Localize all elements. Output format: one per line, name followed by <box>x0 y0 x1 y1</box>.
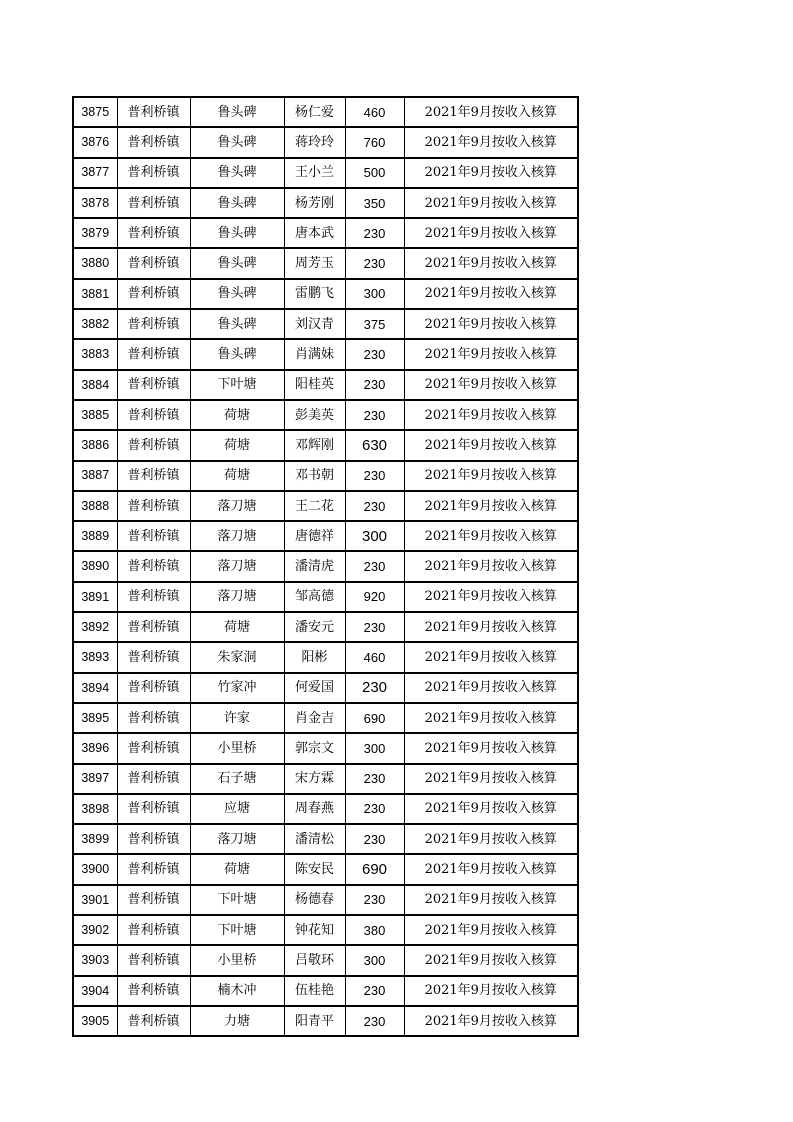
cell-amount: 690 <box>345 703 404 733</box>
cell-amount: 230 <box>345 612 404 642</box>
cell-amount: 230 <box>345 1006 404 1036</box>
cell-village: 鲁头碑 <box>190 127 284 157</box>
cell-serial-number: 3903 <box>73 945 117 975</box>
cell-note: 2021年9月按收入核算 <box>404 976 578 1006</box>
table-row <box>73 854 578 884</box>
table-row <box>73 309 578 339</box>
cell-serial-number: 3889 <box>73 521 117 551</box>
cell-village: 落刀塘 <box>190 551 284 581</box>
cell-note: 2021年9月按收入核算 <box>404 673 578 703</box>
cell-amount: 230 <box>345 551 404 581</box>
cell-village: 荷塘 <box>190 612 284 642</box>
cell-person-name: 肖满妹 <box>284 339 345 369</box>
cell-village: 石子塘 <box>190 764 284 794</box>
table-row <box>73 976 578 1006</box>
cell-town: 普利桥镇 <box>117 430 190 460</box>
cell-village: 小里桥 <box>190 733 284 763</box>
cell-village: 鲁头碑 <box>190 279 284 309</box>
cell-town: 普利桥镇 <box>117 339 190 369</box>
cell-person-name: 彭美英 <box>284 400 345 430</box>
cell-person-name: 雷鹏飞 <box>284 279 345 309</box>
cell-town: 普利桥镇 <box>117 97 190 127</box>
cell-town: 普利桥镇 <box>117 794 190 824</box>
cell-note: 2021年9月按收入核算 <box>404 97 578 127</box>
table-row <box>73 279 578 309</box>
cell-person-name: 邓辉刚 <box>284 430 345 460</box>
cell-person-name: 潘清虎 <box>284 551 345 581</box>
cell-person-name: 吕敬环 <box>284 945 345 975</box>
table-row <box>73 794 578 824</box>
cell-serial-number: 3877 <box>73 158 117 188</box>
cell-person-name: 陈安民 <box>284 854 345 884</box>
table-row <box>73 339 578 369</box>
cell-amount: 460 <box>345 642 404 672</box>
cell-note: 2021年9月按收入核算 <box>404 127 578 157</box>
cell-serial-number: 3882 <box>73 309 117 339</box>
table-row <box>73 1006 578 1036</box>
cell-serial-number: 3888 <box>73 491 117 521</box>
table-row <box>73 521 578 551</box>
cell-person-name: 杨仁爱 <box>284 97 345 127</box>
table-row <box>73 370 578 400</box>
cell-village: 落刀塘 <box>190 521 284 551</box>
cell-village: 小里桥 <box>190 945 284 975</box>
cell-town: 普利桥镇 <box>117 582 190 612</box>
cell-note: 2021年9月按收入核算 <box>404 945 578 975</box>
table-row <box>73 248 578 278</box>
cell-serial-number: 3894 <box>73 673 117 703</box>
cell-serial-number: 3884 <box>73 370 117 400</box>
cell-serial-number: 3898 <box>73 794 117 824</box>
cell-village: 应塘 <box>190 794 284 824</box>
cell-person-name: 钟花知 <box>284 915 345 945</box>
cell-village: 下叶塘 <box>190 885 284 915</box>
cell-town: 普利桥镇 <box>117 400 190 430</box>
cell-serial-number: 3891 <box>73 582 117 612</box>
cell-town: 普利桥镇 <box>117 885 190 915</box>
cell-note: 2021年9月按收入核算 <box>404 461 578 491</box>
cell-note: 2021年9月按收入核算 <box>404 612 578 642</box>
cell-serial-number: 3899 <box>73 824 117 854</box>
cell-serial-number: 3893 <box>73 642 117 672</box>
cell-person-name: 周芳玉 <box>284 248 345 278</box>
cell-town: 普利桥镇 <box>117 854 190 884</box>
cell-person-name: 唐德祥 <box>284 521 345 551</box>
cell-town: 普利桥镇 <box>117 158 190 188</box>
cell-note: 2021年9月按收入核算 <box>404 248 578 278</box>
cell-person-name: 阳青平 <box>284 1006 345 1036</box>
cell-amount: 300 <box>345 733 404 763</box>
cell-person-name: 潘安元 <box>284 612 345 642</box>
cell-village: 力塘 <box>190 1006 284 1036</box>
cell-village: 荷塘 <box>190 854 284 884</box>
cell-village: 荷塘 <box>190 430 284 460</box>
cell-note: 2021年9月按收入核算 <box>404 915 578 945</box>
table-row <box>73 915 578 945</box>
table-row <box>73 824 578 854</box>
cell-note: 2021年9月按收入核算 <box>404 339 578 369</box>
cell-person-name: 杨芳刚 <box>284 188 345 218</box>
cell-amount: 230 <box>345 400 404 430</box>
cell-town: 普利桥镇 <box>117 673 190 703</box>
cell-serial-number: 3896 <box>73 733 117 763</box>
cell-village: 落刀塘 <box>190 824 284 854</box>
cell-note: 2021年9月按收入核算 <box>404 491 578 521</box>
cell-serial-number: 3890 <box>73 551 117 581</box>
cell-serial-number: 3886 <box>73 430 117 460</box>
cell-village: 鲁头碑 <box>190 218 284 248</box>
cell-amount: 230 <box>345 794 404 824</box>
cell-amount: 500 <box>345 158 404 188</box>
cell-person-name: 潘清松 <box>284 824 345 854</box>
cell-town: 普利桥镇 <box>117 521 190 551</box>
cell-town: 普利桥镇 <box>117 915 190 945</box>
cell-note: 2021年9月按收入核算 <box>404 703 578 733</box>
cell-note: 2021年9月按收入核算 <box>404 309 578 339</box>
cell-town: 普利桥镇 <box>117 703 190 733</box>
cell-note: 2021年9月按收入核算 <box>404 279 578 309</box>
cell-serial-number: 3900 <box>73 854 117 884</box>
cell-village: 鲁头碑 <box>190 309 284 339</box>
cell-person-name: 王小兰 <box>284 158 345 188</box>
cell-amount: 230 <box>345 491 404 521</box>
cell-person-name: 邹高德 <box>284 582 345 612</box>
cell-town: 普利桥镇 <box>117 279 190 309</box>
cell-serial-number: 3892 <box>73 612 117 642</box>
cell-serial-number: 3878 <box>73 188 117 218</box>
cell-town: 普利桥镇 <box>117 309 190 339</box>
cell-note: 2021年9月按收入核算 <box>404 521 578 551</box>
table-row <box>73 733 578 763</box>
cell-serial-number: 3902 <box>73 915 117 945</box>
cell-village: 鲁头碑 <box>190 158 284 188</box>
cell-serial-number: 3887 <box>73 461 117 491</box>
cell-person-name: 周春燕 <box>284 794 345 824</box>
table-row <box>73 945 578 975</box>
cell-note: 2021年9月按收入核算 <box>404 733 578 763</box>
cell-village: 落刀塘 <box>190 582 284 612</box>
table-body <box>73 97 578 1036</box>
cell-person-name: 刘汉青 <box>284 309 345 339</box>
table-row <box>73 158 578 188</box>
cell-serial-number: 3879 <box>73 218 117 248</box>
cell-serial-number: 3895 <box>73 703 117 733</box>
cell-amount: 230 <box>345 673 404 703</box>
cell-town: 普利桥镇 <box>117 1006 190 1036</box>
cell-village: 鲁头碑 <box>190 248 284 278</box>
cell-village: 荷塘 <box>190 400 284 430</box>
cell-note: 2021年9月按收入核算 <box>404 794 578 824</box>
cell-village: 下叶塘 <box>190 370 284 400</box>
cell-note: 2021年9月按收入核算 <box>404 551 578 581</box>
cell-amount: 230 <box>345 370 404 400</box>
cell-note: 2021年9月按收入核算 <box>404 764 578 794</box>
cell-person-name: 阳桂英 <box>284 370 345 400</box>
cell-note: 2021年9月按收入核算 <box>404 854 578 884</box>
cell-village: 下叶塘 <box>190 915 284 945</box>
cell-town: 普利桥镇 <box>117 976 190 1006</box>
cell-person-name: 邓书朝 <box>284 461 345 491</box>
cell-amount: 300 <box>345 521 404 551</box>
cell-amount: 375 <box>345 309 404 339</box>
cell-note: 2021年9月按收入核算 <box>404 1006 578 1036</box>
table-row <box>73 764 578 794</box>
cell-note: 2021年9月按收入核算 <box>404 824 578 854</box>
cell-serial-number: 3883 <box>73 339 117 369</box>
cell-town: 普利桥镇 <box>117 733 190 763</box>
table-row <box>73 218 578 248</box>
cell-amount: 760 <box>345 127 404 157</box>
cell-note: 2021年9月按收入核算 <box>404 370 578 400</box>
table-row <box>73 673 578 703</box>
table-row <box>73 188 578 218</box>
cell-village: 楠木冲 <box>190 976 284 1006</box>
table-row <box>73 461 578 491</box>
table-row <box>73 400 578 430</box>
cell-town: 普利桥镇 <box>117 491 190 521</box>
cell-town: 普利桥镇 <box>117 551 190 581</box>
table-row <box>73 642 578 672</box>
cell-person-name: 蒋玲玲 <box>284 127 345 157</box>
cell-town: 普利桥镇 <box>117 127 190 157</box>
cell-town: 普利桥镇 <box>117 188 190 218</box>
cell-amount: 230 <box>345 824 404 854</box>
cell-town: 普利桥镇 <box>117 370 190 400</box>
cell-note: 2021年9月按收入核算 <box>404 430 578 460</box>
cell-person-name: 宋方霖 <box>284 764 345 794</box>
cell-town: 普利桥镇 <box>117 218 190 248</box>
table-row <box>73 582 578 612</box>
cell-village: 竹家冲 <box>190 673 284 703</box>
cell-serial-number: 3901 <box>73 885 117 915</box>
cell-amount: 380 <box>345 915 404 945</box>
cell-amount: 300 <box>345 279 404 309</box>
cell-town: 普利桥镇 <box>117 248 190 278</box>
cell-person-name: 唐本武 <box>284 218 345 248</box>
cell-person-name: 郭宗文 <box>284 733 345 763</box>
table-row <box>73 97 578 127</box>
cell-person-name: 何爱国 <box>284 673 345 703</box>
cell-amount: 630 <box>345 430 404 460</box>
table-row <box>73 430 578 460</box>
cell-town: 普利桥镇 <box>117 824 190 854</box>
cell-serial-number: 3881 <box>73 279 117 309</box>
cell-note: 2021年9月按收入核算 <box>404 400 578 430</box>
cell-note: 2021年9月按收入核算 <box>404 188 578 218</box>
data-table <box>72 96 579 1037</box>
table-row <box>73 491 578 521</box>
cell-amount: 230 <box>345 885 404 915</box>
cell-town: 普利桥镇 <box>117 642 190 672</box>
cell-person-name: 伍桂艳 <box>284 976 345 1006</box>
table-row <box>73 551 578 581</box>
table-row <box>73 885 578 915</box>
cell-note: 2021年9月按收入核算 <box>404 582 578 612</box>
cell-town: 普利桥镇 <box>117 612 190 642</box>
cell-village: 鲁头碑 <box>190 188 284 218</box>
cell-village: 朱家洞 <box>190 642 284 672</box>
cell-note: 2021年9月按收入核算 <box>404 885 578 915</box>
cell-person-name: 肖金吉 <box>284 703 345 733</box>
cell-note: 2021年9月按收入核算 <box>404 158 578 188</box>
cell-serial-number: 3885 <box>73 400 117 430</box>
cell-village: 落刀塘 <box>190 491 284 521</box>
cell-town: 普利桥镇 <box>117 461 190 491</box>
cell-amount: 230 <box>345 461 404 491</box>
cell-amount: 230 <box>345 339 404 369</box>
cell-village: 荷塘 <box>190 461 284 491</box>
cell-serial-number: 3875 <box>73 97 117 127</box>
cell-amount: 920 <box>345 582 404 612</box>
cell-person-name: 王二花 <box>284 491 345 521</box>
cell-village: 鲁头碑 <box>190 97 284 127</box>
cell-town: 普利桥镇 <box>117 764 190 794</box>
cell-serial-number: 3880 <box>73 248 117 278</box>
cell-amount: 230 <box>345 248 404 278</box>
cell-village: 鲁头碑 <box>190 339 284 369</box>
cell-village: 许家 <box>190 703 284 733</box>
cell-person-name: 杨德春 <box>284 885 345 915</box>
cell-amount: 300 <box>345 945 404 975</box>
cell-amount: 230 <box>345 764 404 794</box>
cell-amount: 690 <box>345 854 404 884</box>
table-row <box>73 127 578 157</box>
cell-serial-number: 3897 <box>73 764 117 794</box>
cell-note: 2021年9月按收入核算 <box>404 218 578 248</box>
cell-note: 2021年9月按收入核算 <box>404 642 578 672</box>
cell-serial-number: 3905 <box>73 1006 117 1036</box>
cell-amount: 230 <box>345 976 404 1006</box>
cell-amount: 350 <box>345 188 404 218</box>
cell-serial-number: 3904 <box>73 976 117 1006</box>
cell-amount: 460 <box>345 97 404 127</box>
cell-person-name: 阳彬 <box>284 642 345 672</box>
table-row <box>73 703 578 733</box>
cell-serial-number: 3876 <box>73 127 117 157</box>
cell-town: 普利桥镇 <box>117 945 190 975</box>
table-row <box>73 612 578 642</box>
cell-amount: 230 <box>345 218 404 248</box>
